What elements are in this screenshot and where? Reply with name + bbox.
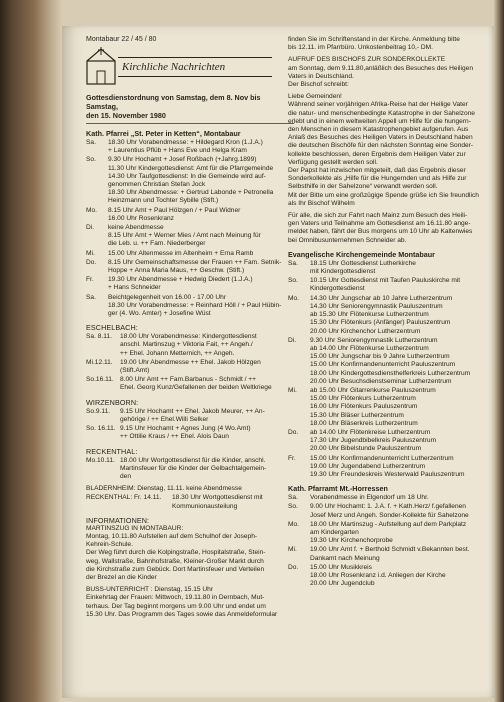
day-label: Mi. <box>288 546 297 554</box>
wirzenborn-heading: WIRZENBORN: <box>86 397 139 407</box>
day-label: Mo. <box>288 520 299 528</box>
schedule-text: 19.00 Uhr Abendmesse ++ Ehel. Jakob Hölzgen (Stift.Amt) <box>120 358 261 375</box>
day-label: So. 16.11. <box>86 425 116 433</box>
reckenthal-heading: RECKENTHAL: <box>86 446 138 456</box>
day-label: Mi. <box>288 386 297 394</box>
schedule-row <box>86 250 294 258</box>
schedule-row <box>86 207 294 223</box>
schedule-row <box>288 455 488 480</box>
schedule-row <box>86 376 294 392</box>
day-label: Mi.12.11. <box>86 358 113 366</box>
book-edge <box>494 0 504 702</box>
schedule-row <box>288 564 488 589</box>
schedule-text: 18.30 Uhr Vorabendmesse: + Hildegard Kron (1.J.A.) + Laurentius Pflüb + Hans Eve und Helga Kram <box>108 139 263 155</box>
day-label: Sa. <box>288 259 298 267</box>
reckenthal-note-label: RECKENTHAL: Fr. 14.11. <box>86 494 162 502</box>
left-column <box>86 36 294 619</box>
bishop-appeal: AUFRUF DES BISCHOFS ZUR SONDERKOLLEKTE am Sonntag, dem 9.11.80,anläßlich des Besuches des Heiligen Vaters in Deutschland. Der Bischof schreibt: <box>288 56 473 89</box>
day-label: Mo.10.11. <box>86 456 115 464</box>
schedule-row <box>86 359 294 375</box>
schedule-text: 18.15 Uhr Gottesdienst Lutherkirche mit Kindergottesdienst <box>310 259 416 276</box>
day-label: Di. <box>86 224 95 232</box>
bus-notice: Für alle, die sich zur Fahrt nach Mainz zum Besuch des Heili- gen Vaters und Teilnahme am Gottesdienst am 16.11.80 ange- meldet haben, fährt der Bus morgens um 10 Uhr ab Kaltenwies bei Omnibusunternehmen Schneider ab. <box>288 212 473 244</box>
schedule-text: 10.15 Uhr Gottesdienst mit Taufen Pauluskirche mit Kindergottesdienst <box>310 277 461 293</box>
schedule-text: 14.30 Uhr Jungschar ab 10 Jahre Lutherzentrum 14.30 Uhr Seniorengymnastik Pauluszentrum ab 15.30 Uhr Flötenkurse Lutherzentrum 15.30 Uhr Flötenkurs (Anfänger) Pauluszentrum 20.00 Uhr Kirchenchor Lutherzentrum <box>310 294 453 335</box>
evangelical-heading: Evangelische Kirchengemeinde Montabaur <box>288 249 435 259</box>
horressen-schedule <box>288 494 488 588</box>
day-label: So. <box>288 503 298 511</box>
day-label: Mi. <box>86 249 95 257</box>
schedule-row <box>288 387 488 428</box>
schedule-row <box>288 494 488 502</box>
reckenthal-note <box>86 494 294 510</box>
continuation-text: finden Sie im Schriftenstand in der Kirche. Anmeldung bitte bis 12.11. im Pfarrbüro. Unkostenbeitrag 10,- DM. <box>288 36 460 52</box>
schedule-text: 18.00 Uhr Vorabendmesse: Kindergottesdienst anschl. Martinszug + Viktoria Fait, ++ Angeh./ ++ Ehel. Johann Metternich, ++ Angeh. <box>120 333 257 357</box>
bishop-letter: Liebe Gemeinden! Während seiner vorjährigen Afrika-Reise hat der Heilige Vater die natur- und menschenbedingte Katastrophe in der Sahelzone erlebt und in einem weltweiten Appell um Hilfe für die hungern- den Menschen in diesem Katastrophengebiet aufgerufen. Aus Anlaß des Besuches des Heiligen Vaters in Deutschland haben die deutschen Bischöfe für den nächsten Sonntag eine Sonder- kollekte beschlossen, deren Ergebnis dem Heiligen Vater zur Verfügung gestellt werden soll. Der Papst hat inzwischen mitgeteilt, daß das Ergebnis dieser Sonderkollekte als „Hilfe für die Hungernden und als Hilfe zur Selbsthilfe in der Sahelzone“ verwandt werden soll. Mit der Bitte um eine großzügige Spende grüße ich Sie freundlich als Ihr Bischof Wilhelm <box>288 93 479 207</box>
schedule-text: 8.15 Uhr Gemeinschaftsmesse der Frauen ++ Fam. Setnik- Hoppe + Anna Maria Maus, ++ Geschw. (Stift.) <box>108 258 282 275</box>
schedule-text: 9.15 Uhr Hochamt + Agnes Jung (4 Wo.Amt) ++ Ottilie Kraus / ++ Ehel. Alois Daun <box>120 425 251 441</box>
schedule-row <box>288 295 488 336</box>
schedule-row <box>86 333 294 358</box>
day-label: So.9.11. <box>86 407 111 415</box>
day-label: Do. <box>86 258 97 266</box>
issue-label: Montabaur 22 / 45 / 80 <box>86 36 157 43</box>
schedule-text: 18.00 Uhr Wortgottesdienst für die Kinder, anschl. Martinsfeuer für die Kinder der Gelbachtalgemein- den <box>120 456 267 480</box>
schedule-row <box>86 276 294 292</box>
day-label: Mo. <box>288 294 299 302</box>
schedule-intro: Gottesdienstordnung von Samstag, dem 8. Nov bis Samstag, den 15. November 1980 <box>86 93 261 120</box>
schedule-row <box>288 546 488 562</box>
day-label: Sa. 8.11. <box>86 333 112 341</box>
schedule-text: 8.15 Uhr Amt + Paul Hölzgen / + Paul Widner 16.00 Uhr Rosenkranz <box>108 206 241 222</box>
church-icon <box>86 47 116 85</box>
schedule-row <box>288 337 488 386</box>
wirzenborn-schedule <box>86 408 294 442</box>
eschelbach-heading: ESCHELBACH: <box>86 323 138 333</box>
schedule-row <box>86 224 294 249</box>
parish-schedule <box>86 139 294 318</box>
day-label: So. <box>288 277 298 285</box>
schedule-row <box>86 408 294 424</box>
schedule-row <box>86 139 294 155</box>
schedule-text: 8.00 Uhr Amt ++ Fam.Barbanus - Schmidt / ++ Ehel. Georg Kunz/Gefallenen der beiden Weltkriege <box>120 376 272 392</box>
schedule-text: 18.00 Uhr Martinszug - Aufstellung auf dem Parkplatz am Kindergarten 19.30 Uhr Kirchenchorprobe <box>310 520 467 545</box>
reckenthal-schedule <box>86 457 294 482</box>
schedule-text: 9.15 Uhr Hochamt ++ Ehel. Jakob Meurer, ++ An- gehörige / ++ Ehel.Willi Selker <box>120 407 265 423</box>
day-label: Sa. <box>86 293 96 301</box>
schedule-row <box>288 429 488 454</box>
schedule-text: keine Abendmesse 8.15 Uhr Amt + Werner Mies / Amt nach Meinung für die Leb. u. ++ Fam. Niederberger <box>108 224 261 248</box>
day-label: So.16.11. <box>86 376 114 384</box>
martinszug-text: Montag, 10.11.80 Aufstellen auf dem Schulhof der Joseph- Kehrein-Schule. Der Weg führt durch die Kolpingstraße, Hospitalstraße, Stein- weg, Wallstraße, Bahnhofstraße, Kleiner-Großer Markt durch die Kirchstraße zum Gebück. Dort Martinsfeuer und Verteilen der Brezel an die Kinder <box>86 532 266 581</box>
schedule-text: 15.00 Uhr Altenmesse im Altenheim + Erna Ramb <box>108 249 254 257</box>
schedule-row <box>288 260 488 276</box>
schedule-row <box>86 156 294 205</box>
day-label: Fr. <box>288 454 296 462</box>
day-label: Do. <box>288 563 299 571</box>
schedule-text: Vorabendmesse in Elgendorf um 18 Uhr. <box>310 494 429 502</box>
schedule-text: 9.30 Uhr Seniorengymnastik Lutherzentrum ab 14.00 Uhr Flötenkurse Lutherzentrum 15.00 Uhr Jungschar bis 9 Jahre Lutherzentrum 15.00 Uhr Konfirmandenunterricht Pauluszentrum 18.00 Uhr Kindergottesdiensthelferkreis Lutherzentrum 20.00 Uhr Besuchsdienstseminar Lutherzentrum <box>310 336 471 385</box>
section-header <box>86 47 294 87</box>
schedule-row <box>86 425 294 441</box>
day-label: Fr. <box>86 276 94 284</box>
day-label: Sa. <box>86 139 96 146</box>
buss-unterricht-text: BUSS-UNTERRICHT : Dienstag, 15.15 Uhr Einkehrtag der Frauen: Mittwoch, 19.11.80 in Dernbach, Mut- terhaus. Der Tag beginnt morgens um 9.00 Uhr und endet um 15.30 Uhr. Das Programm des Tages sowie das Anmeldeformular <box>86 586 278 618</box>
day-label: Di. <box>288 336 297 344</box>
newspaper-page <box>62 26 494 698</box>
schedule-text: 15.00 Uhr Konfirmandenunterricht Lutherzentrum 19.00 Uhr Jugendabend Lutherzentrum 19.30 Uhr Freundeskreis Westerwald Pauluszentrum <box>310 454 465 478</box>
schedule-row <box>288 277 488 293</box>
day-label: Do. <box>288 428 299 436</box>
horressen-heading: Kath. Pfarramt Mt.-Horressen <box>288 484 388 494</box>
day-label: So. <box>86 156 96 164</box>
schedule-text: 15.00 Uhr Musikkreis 18.00 Uhr Rosenkranz i.d. Anliegen der Kirche 20.00 Uhr Jugendclub <box>310 563 446 588</box>
schedule-text: 19.00 Uhr Amt f. + Berthold Schmidt v.Bekannten best. Dankamt nach Meinung <box>310 546 470 562</box>
schedule-row <box>288 521 488 546</box>
section-title: Kirchliche Nachrichten <box>118 57 272 77</box>
schedule-row <box>86 294 294 319</box>
schedule-text: 9.00 Uhr Hochamt: 1. J.A. f. + Kath.Herz/ f.gefallenen Josef Merz und Angeh. Sonder-Kollekte für Sahelzone <box>310 503 469 519</box>
info-heading: INFORMATIONEN: <box>86 515 150 525</box>
schedule-row <box>86 259 294 275</box>
parish-heading: Kath. Pfarrei „St. Peter in Ketten“, Montabaur <box>86 129 241 138</box>
eschelbach-schedule <box>86 333 294 392</box>
reckenthal-note-text: 18.30 Uhr Wortgottesdienst mit Kommunionausteilung <box>172 494 263 510</box>
day-label: Sa. <box>288 494 298 502</box>
schedule-text: 9.30 Uhr Hochamt + Josef Roßbach (+Jahrg.1899) 11.30 Uhr Kindergottesdienst: Amt für die Pfarrgemeinde 14.30 Uhr Taufgottesdienst: In die Gemeinde wird auf- genommen Christian Stefan Jock 18.30 Uhr Abendmesse: + Gertrud Labonde + Petronella Heinzmann und Tochter Sybille (Stift.) <box>108 156 274 205</box>
schedule-text: 19.30 Uhr Abendmesse + Hedwig Diedert (1.J.A.) + Hans Schneider <box>108 276 253 292</box>
schedule-text: ab 15.00 Uhr Gitarrenkurse Pauluszentrum 15.00 Uhr Flötenkurs Lutherzentrum 16.00 Uhr Flötenkurs Pauluszentrum 15.30 Uhr Bläser Lutherzentrum 18.00 Uhr Bläserkreis Lutherzentrum <box>310 386 436 427</box>
schedule-text: Beichtgelegenheit von 16.00 - 17.00 Uhr 18.30 Uhr Vorabendmesse: + Reinhard Höll / + Paul Hübin- ger (4. Wo. Amter) + Josefine Wüst <box>108 293 282 318</box>
schedule-row <box>288 503 488 519</box>
schedule-text: ab 14.00 Uhr Flötenkreise Lutherzentrum 17.30 Uhr Jugendbibelkreis Pauluszentrum 20.00 Uhr Bibelstunde Pauluszentrum <box>310 428 437 453</box>
martinszug-heading: MARTINSZUG IN MONTABAUR: <box>86 524 184 532</box>
bladernheim-note: BLADERNHEIM: Dienstag, 11.11. keine Abendmesse <box>86 485 242 493</box>
day-label: Mo. <box>86 206 97 214</box>
schedule-row <box>86 457 294 482</box>
evangelical-schedule <box>288 260 488 479</box>
right-column <box>288 36 488 588</box>
